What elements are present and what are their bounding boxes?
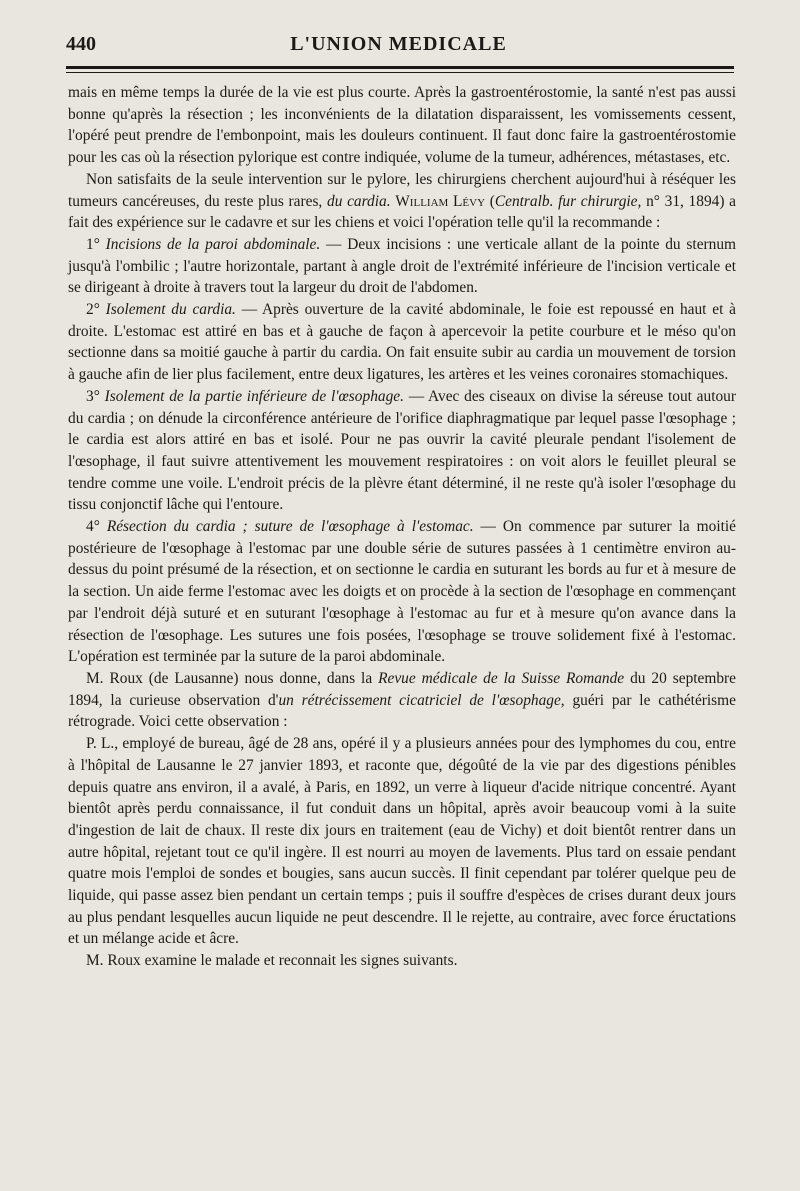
running-header [66, 31, 731, 59]
text-run: — On commence par suturer la moitié postérieure de l'œsophage à l'estomac par une double série de sutures passées à 1 centimètre environ au-dessus du point présumé de la résection, et on sectionne le cardia en suturant les bords au fur et à mesure de la section. Un aide ferme l'estomac avec les doigts et on procède à la section de l'œsophage en commençant par l'endroit déjà suturé et en suturant l'œsophage à l'estomac au fur et à mesure qu'on avance dans la résection de l'œsophage. Les sutures une fois posées, l'œsophage se trouve solidement fixé à l'estomac. L'opération est terminée par la suture de la paroi abdominale. [68, 518, 736, 666]
text-run: guéri par le cathétérisme rétrograde. Voici cette observation : [68, 691, 736, 731]
header-rule-thick [66, 66, 734, 69]
text-run: M. Roux (de Lausanne) nous donne, dans la [86, 669, 379, 687]
text-run: — Après ouverture de la cavité abdominale, le foie est repoussé en haut et à droite. L'estomac est attiré en bas et à gauche de façon à apercevoir la petite courbure et le méso qu'on sectionne dans sa moitié gauche à partir du cardia. On fait ensuite subir au cardia un mouvement de torsion à gauche afin de lier plus facilement, entre deux ligatures, les artères et les veines coronaires stomachiques. [68, 301, 736, 384]
text-run: 1° [86, 235, 106, 253]
text-run: Non satisfaits de la seule intervention sur le pylore, les chirurgiens cherchent aujourd'hui à réséquer les tumeurs cancéreuses, du reste plus rares, [68, 170, 736, 210]
text-run: 4° [86, 518, 107, 536]
running-title: L'UNION MEDICALE [290, 33, 507, 55]
smallcaps-run: William Lévy [395, 192, 486, 210]
header-rule-thin [66, 72, 734, 73]
paragraph [68, 386, 736, 516]
text-run: 2° [86, 301, 106, 319]
text-run: 3° [86, 387, 105, 405]
text-run: M. Roux examine le malade et reconnait les signes suivants. [86, 952, 458, 970]
italic-run: du cardia. [327, 192, 391, 210]
article-body [68, 82, 736, 972]
paragraph [68, 82, 736, 169]
italic-run: Incisions de la paroi abdominale. [105, 235, 321, 253]
italic-run: Isolement du cardia. [105, 301, 236, 319]
text-run: du 20 septembre 1894, la curieuse observation d' [68, 669, 737, 709]
paragraph [68, 668, 736, 733]
text-run: mais en même temps la durée de la vie est plus courte. Après la gastroentérostomie, la santé n'est pas aussi bonne qu'après la résection ; les inconvénients de la dilatation disparaissent, les vomissements cessent, l'opéré peut prendre de l'embonpoint, mais les douleurs continuent. Il faut donc faire la gastroentérostomie pour les cas où la résection pylorique est contre indiquée, volume de la tumeur, adhérences, métastases, etc. [68, 84, 736, 167]
italic-run: un rétrécissement cicatriciel de l'œsophage, [278, 691, 565, 709]
paragraph [68, 516, 736, 668]
paragraph [68, 733, 736, 950]
italic-run: Centralb. fur chirurgie, [494, 192, 642, 210]
paragraph [68, 950, 736, 972]
text-run: P. L., employé de bureau, âgé de 28 ans, opéré il y a plusieurs années pour des lymphomes du cou, entre à l'hôpital de Lausanne le 27 janvier 1893, et raconte que, dégoûté de la vie par des digestions pénibles depuis quatre ans environ, il a avalé, à Paris, en 1892, un verre à liqueur d'acide nitrique concentré. Ayant bientôt après perdu connaissance, il fut conduit dans un hôpital, après avoir beaucoup vomi à la suite d'ingestion de lait de chaux. Il reste dix jours en traitement (eau de Vichy) et doit bientôt rentrer dans un autre hôpital, rejetant tout ce qu'il ingère. Il est nourri au moyen de lavements. Plus tard on essaie pendant quatre mois l'emploi de sondes et bougies, sans aucun succès. Il finit cependant par tolérer quelque peu de liquide, qui passe assez bien pendant un certain temps ; puis il souffre d'espèces de crises durant deux jours au plus pendant lesquelles aucun liquide ne peut descendre. Il le rejette, au contraire, avec force éructations et un mélange acide et âcre. [68, 735, 736, 948]
paragraph [68, 234, 736, 299]
text-run: — Avec des ciseaux on divise la séreuse tout autour du cardia ; on dénude la circonférence antérieure de l'orifice diaphragmatique par lequel passe l'œsophage ; le cardia est alors attiré en bas et isolé. Pour ne pas ouvrir la cavité pleurale pendant l'isolement de l'œsophage, il faut suivre attentivement les mouvement respiratoires : on voit alors le feuillet pleural se tendre comme une voile. L'endroit précis de la plèvre étant déterminé, il ne reste qu'à isoler l'œsophage du tissu conjonctif lâche qui l'entoure. [68, 387, 737, 514]
italic-run: Résection du cardia ; suture de l'œsophage à l'estomac. [106, 518, 474, 536]
page-number: 440 [66, 33, 96, 55]
italic-run: Revue médicale de la Suisse Romande [378, 669, 625, 687]
text-run: n° 31, 1894) a fait des expérience sur le cadavre et sur les chiens et voici l'opération telle qu'il la recommande : [68, 192, 737, 232]
italic-run: Isolement de la partie inférieure de l'œsophage. [104, 387, 404, 405]
paragraph [68, 169, 736, 234]
text-run: — Deux incisions : une verticale allant de la pointe du sternum jusqu'à l'ombilic ; l'autre horizontale, partant à angle droit de l'extrémité inférieure de l'incision verticale et se dirigeant à droite à travers tout la largeur du droit de l'abdomen. [68, 235, 737, 297]
text-run: ( [485, 192, 495, 210]
paragraph [68, 299, 736, 386]
